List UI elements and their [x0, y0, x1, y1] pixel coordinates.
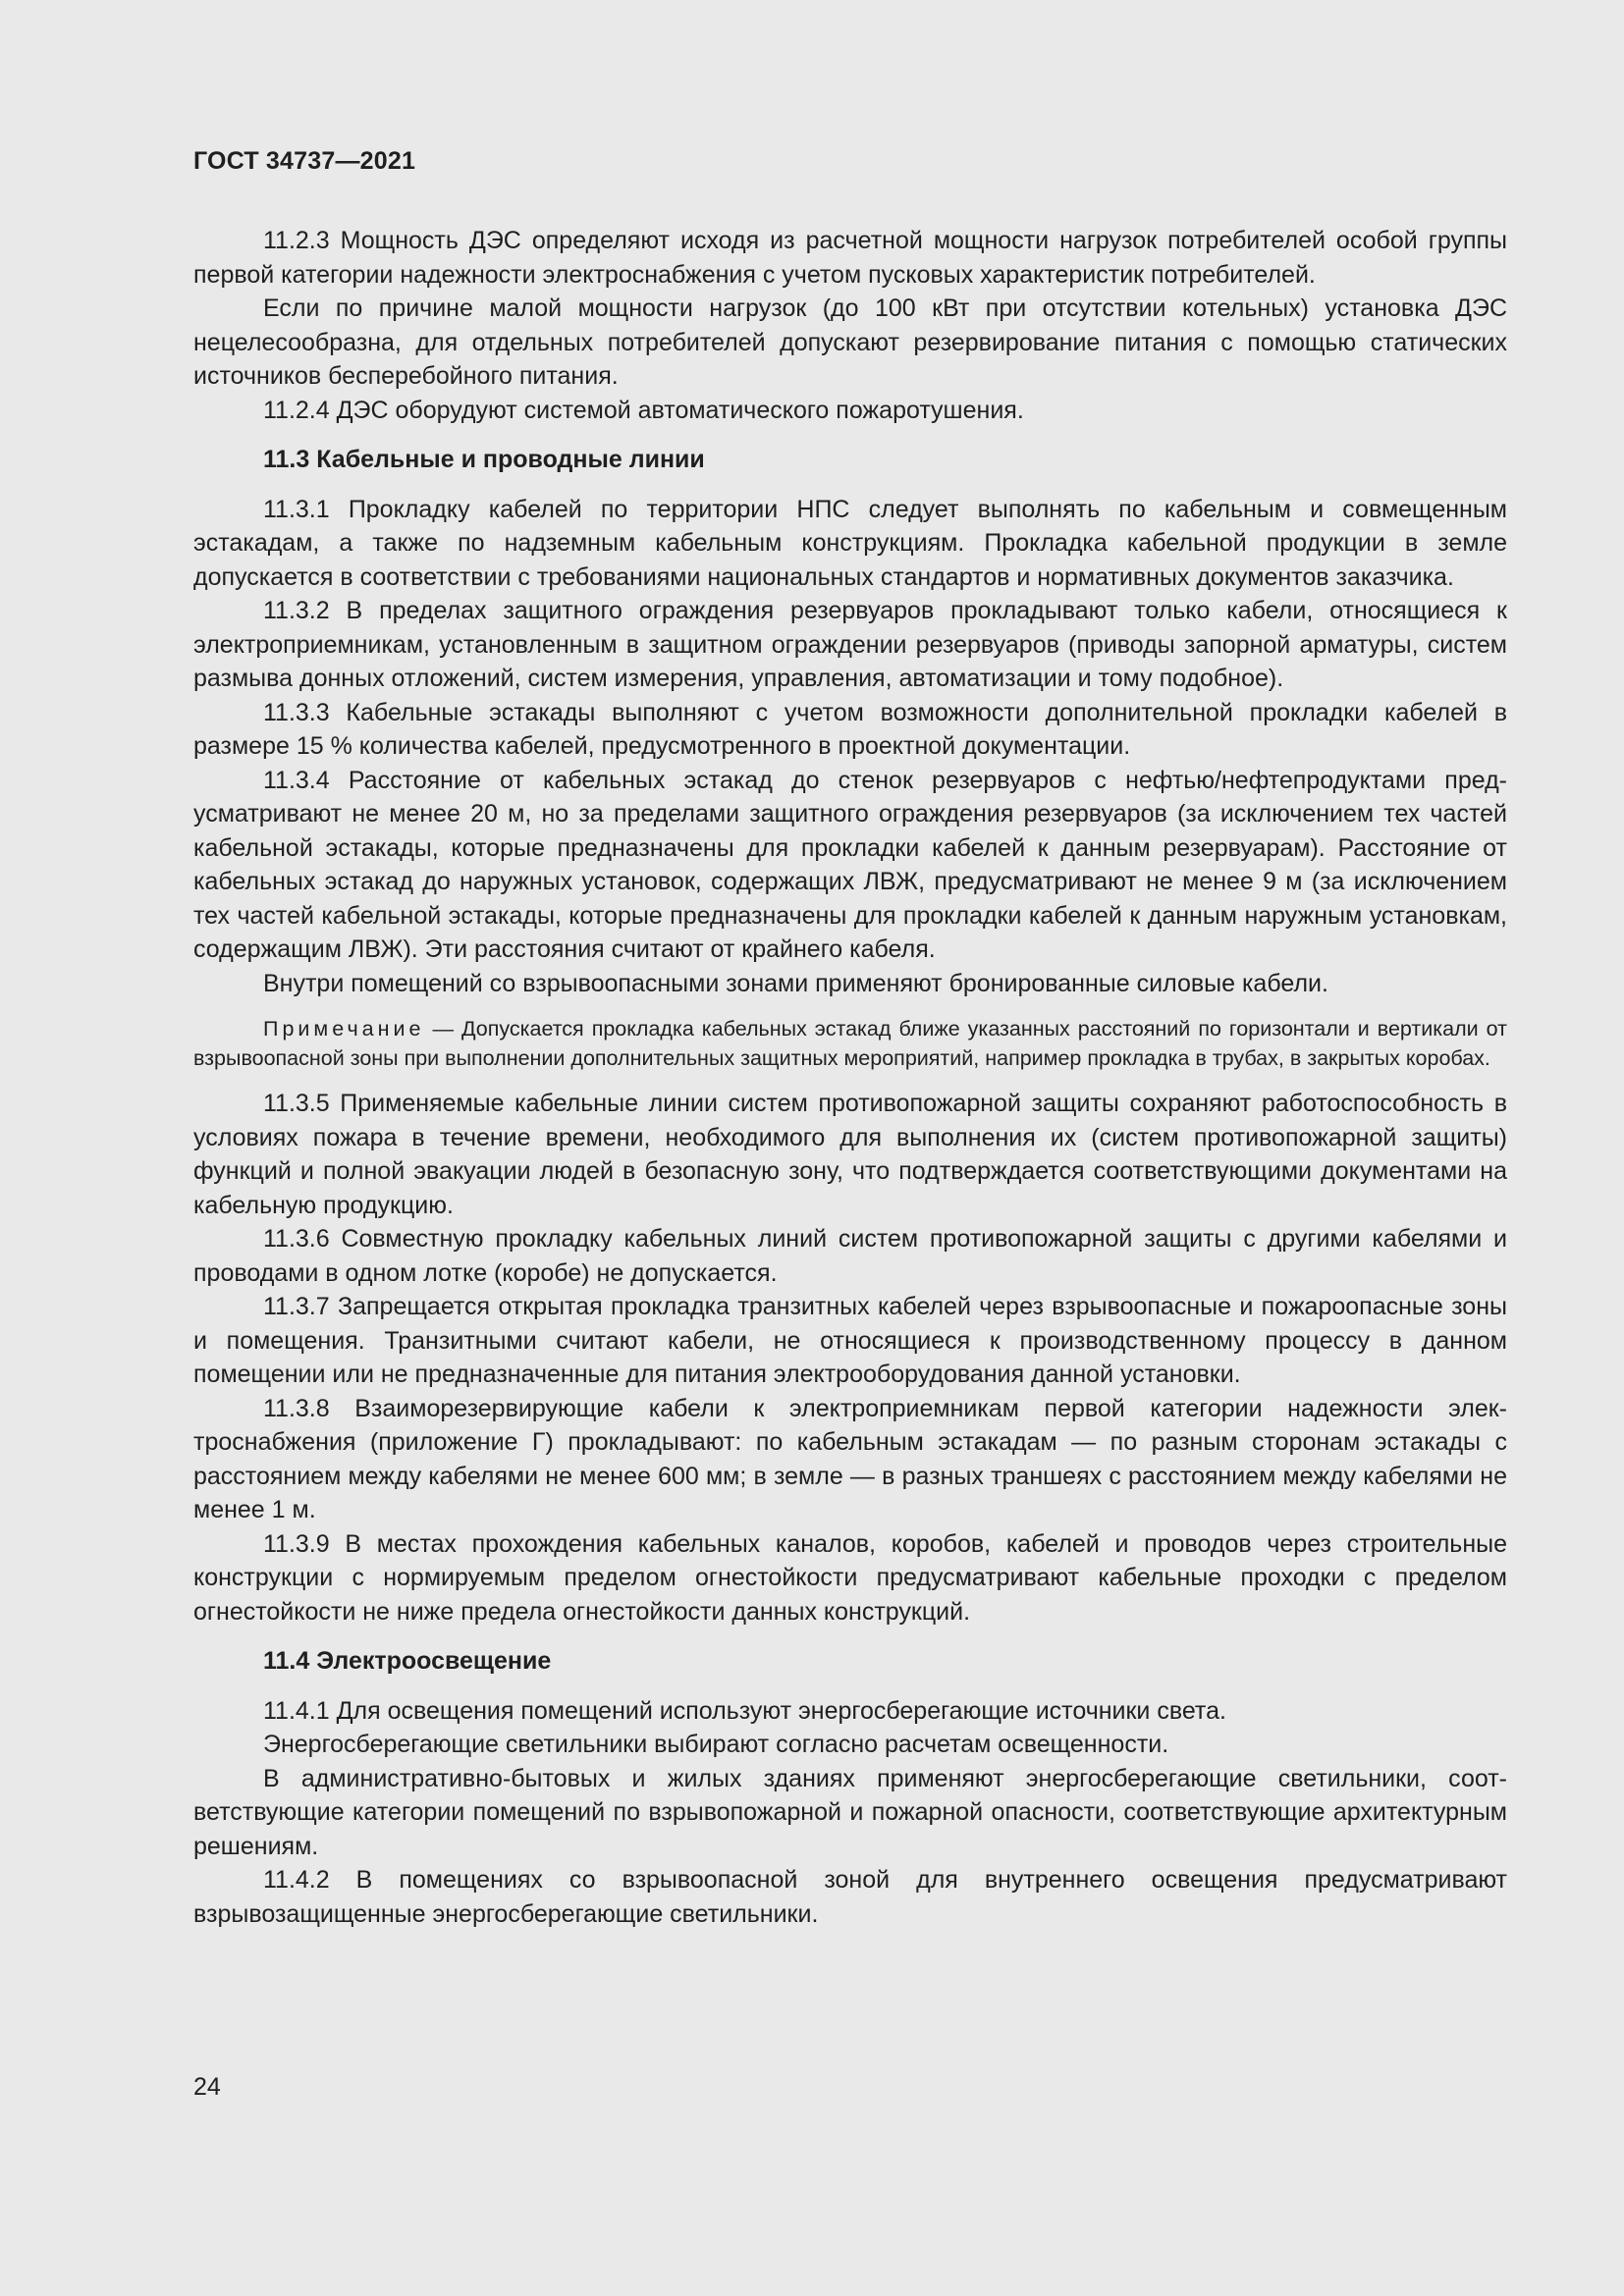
clause-11-4-1-cont-1: Энергосберегающие светильники выбирают согласно расчетам освещенности. — [263, 1731, 1169, 1758]
clause-11-3-6: 11.3.6 Совместную прокладку кабельных линий систем противопожарной защиты с другими кабелями и проводами в одном лотке (коробе) не допускается. — [193, 1225, 1507, 1287]
clause-11-3-4: 11.3.4 Расстояние от кабельных эстакад до стенок резервуаров с нефтью/нефтепродуктами предусматривают не менее 20 м, но за пределами защитного ограждения резервуаров (за исключением тех частей кабельной эстакады, которые предназначены для прокладки кабелей к данным резервуарам). Расстояние от кабельных эстакад до наружных установок, содержащих ЛВЖ, предусматривают не менее 9 м (за исключением тех частей кабельной эстакады, которые предназначены для прокладки кабелей к данным наружным установкам, содержащим ЛВЖ). Эти расстояния считают от крайнего кабеля. — [193, 766, 1507, 963]
clause-11-3-9: 11.3.9 В местах прохождения кабельных каналов, коробов, кабелей и проводов через строительные конструкции с нормируемым пределом огнестойкости предусматривают кабельные проходки с пределом огнестойкости не ниже предела огнестойкости данных конструкций. — [193, 1529, 1507, 1626]
note-11-3-4 — [193, 1014, 1507, 1073]
clause-11-2-3-cont: Если по причине малой мощности нагрузок (до 100 кВт при отсутствии котельных) установка ДЭС нецелесообразна, для отдельных потребителей допускают резервирование питания с помощью статических источников бесперебойного питания. — [193, 294, 1507, 390]
page-number: 24 — [193, 2073, 221, 2101]
clause-11-3-4-cont: Внутри помещений со взрывоопасными зонами применяют бронированные силовые кабели. — [263, 969, 1328, 997]
clause-11-3-1: 11.3.1 Прокладку кабелей по территории НПС следует выполнять по кабельным и совмещенным эстакадам, а также по надземным кабельным конструкциям. Прокладка кабельной продукции в земле допускается в соответствии с требованиями национальных стандартов и нормативных документов заказчика. — [193, 495, 1507, 591]
document-body — [193, 224, 1507, 1931]
note-text: — Допускается прокладка кабельных эстакад ближе указанных расстояний по горизонтали и вертикали от взрывоопасной зоны при выполнении дополнительных защитных мероприятий, например прокладка в трубах, в закрытых коробах. — [193, 1017, 1507, 1070]
clause-11-2-4: 11.2.4 ДЭС оборудуют системой автоматического пожаротушения. — [263, 396, 1024, 424]
clause-11-4-2: 11.4.2 В помещениях со взрывоопасной зоной для внутреннего освещения предусматривают взрывозащищенные энергосберегающие светильники. — [193, 1866, 1507, 1928]
clause-11-3-5: 11.3.5 Применяемые кабельные линии систем противопожарной защиты сохраняют работоспособность в условиях пожара в течение времени, необходимого для выполнения их (систем противопожарной защиты) функций и полной эвакуации людей в безопасную зону, что подтверждается соответствующими документами на кабельную продукцию. — [193, 1090, 1507, 1219]
document-header: ГОСТ 34737—2021 — [193, 147, 416, 175]
clause-11-2-3: 11.2.3 Мощность ДЭС определяют исходя из расчетной мощности нагрузок потребителей особой группы первой категории надежности электроснабжения с учетом пусковых характеристик потребителей. — [193, 227, 1507, 289]
heading-11-3: 11.3 Кабельные и проводные линии — [263, 446, 705, 473]
clause-11-3-8: 11.3.8 Взаиморезервирующие кабели к электроприемникам первой категории надежности электроснабжения (приложение Г) прокладывают: по кабельным эстакадам — по разным сторонам эстакады с расстоянием между кабелями не менее 600 мм; в земле — в разных траншеях с расстоянием между кабелями не менее 1 м. — [193, 1394, 1507, 1523]
clause-11-3-2: 11.3.2 В пределах защитного ограждения резервуаров прокладывают только кабели, относящиеся к электроприемникам, установленным в защитном ограждении резервуаров (приводы запорной арматуры, систем размыва донных отложений, систем измерения, управления, автоматизации и тому подобное). — [193, 597, 1507, 692]
clause-11-4-1: 11.4.1 Для освещения помещений используют энергосберегающие источники света. — [263, 1696, 1226, 1725]
clause-11-3-3: 11.3.3 Кабельные эстакады выполняют с учетом возможности дополнительной прокладки кабелей в размере 15 % количества кабелей, предусмотренного в проектной документации. — [193, 698, 1507, 760]
clause-11-3-7: 11.3.7 Запрещается открытая прокладка транзитных кабелей через взрывоопасные и пожароопасные зоны и помещения. Транзитными считают кабели, не относящиеся к производственному процессу в данном помещении или не предназначенные для питания электрооборудования данной установки. — [193, 1293, 1507, 1388]
heading-11-4: 11.4 Электроосвещение — [263, 1647, 552, 1675]
clause-11-4-1-cont-2: В административно-бытовых и жилых зданиях применяют энергосберегающие светильники, соответствующие категории помещений по взрывопожарной и пожарной опасности, соответствующие архитектурным решениям. — [193, 1764, 1507, 1860]
note-label: Примечание — [263, 1017, 425, 1041]
